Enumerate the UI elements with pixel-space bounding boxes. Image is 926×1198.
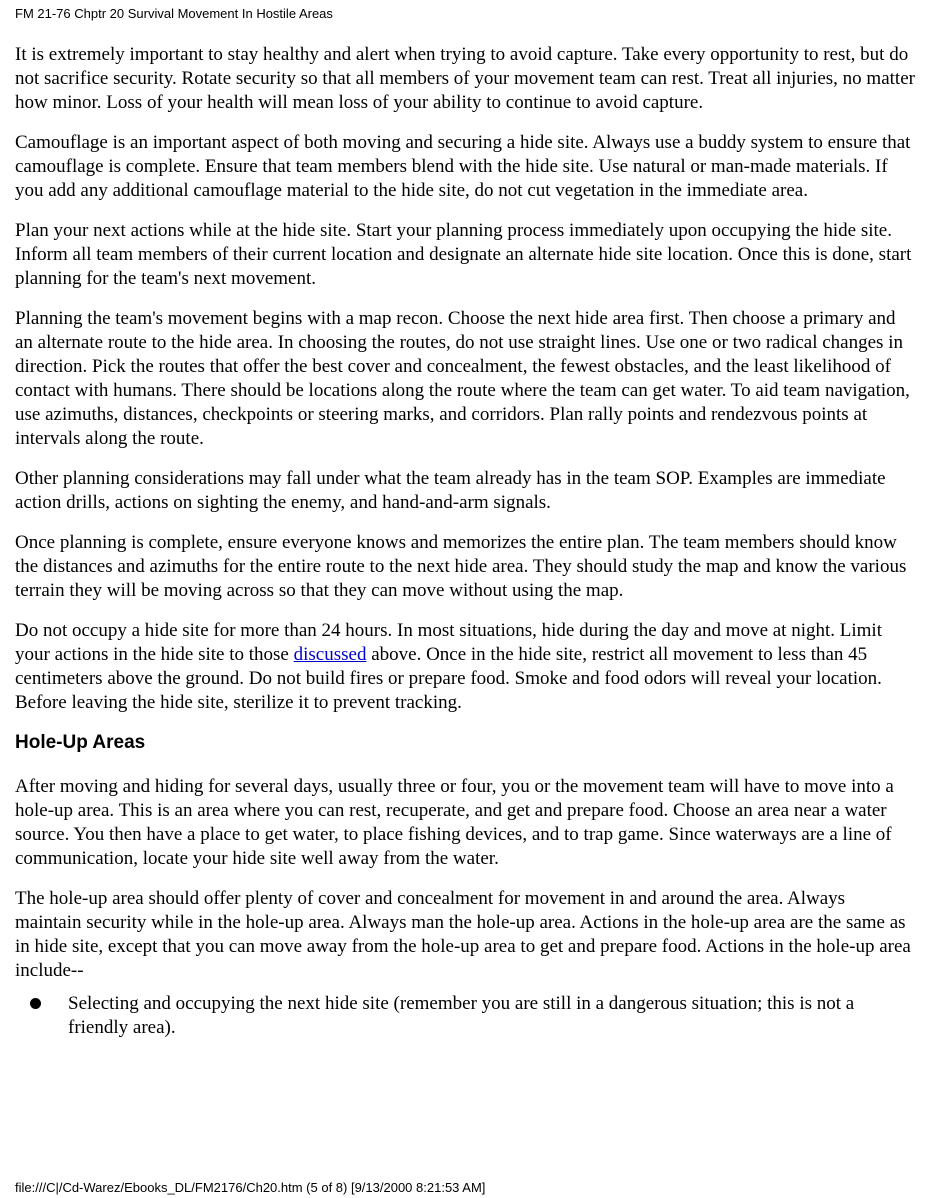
list-item-text: Selecting and occupying the next hide site (remember you are still in a dangerous situation; this is not a friendly area). (68, 993, 855, 1038)
list-item (15, 992, 915, 1040)
paragraph-hide-site-duration (15, 619, 915, 715)
page-header: FM 21-76 Chptr 20 Survival Movement In Hostile Areas (15, 6, 333, 21)
paragraph-text-before-link: Do not occupy a hide site for more than 24 hours. In most situations, hide during the day and move at night. Limit your actions in the hide site to those (15, 620, 882, 665)
paragraph-plan-actions: Plan your next actions while at the hide site. Start your planning process immediately upon occupying the hide site. Inform all team members of their current location and designate an alternate hide site location. Once this is done, start planning for the team's next movement. (15, 220, 912, 289)
bullet-icon (30, 998, 41, 1009)
page-footer: file:///C|/Cd-Warez/Ebooks_DL/FM2176/Ch20.htm (5 of 8) [9/13/2000 8:21:53 AM] (15, 1180, 486, 1195)
discussed-link[interactable]: discussed (293, 644, 367, 665)
hole-up-actions-list (15, 992, 915, 1040)
paragraph-movement-planning: Planning the team's movement begins with a map recon. Choose the next hide area first. Then choose a primary and an alternate route to the hide area. In choosing the routes, do not use straight lines. Use one or two radical changes in direction. Pick the routes that offer the best cover and concealment, the fewest obstacles, and the least likelihood of contact with humans. There should be locations along the route where the team can get water. To aid team navigation, use azimuths, distances, checkpoints or steering marks, and corridors. Plan rally points and rendezvous points at intervals along the route. (15, 308, 910, 449)
paragraph-planning-considerations: Other planning considerations may fall under what the team already has in the team SOP. Examples are immediate action drills, actions on sighting the enemy, and hand-and-arm signals. (15, 468, 886, 513)
paragraph-camouflage: Camouflage is an important aspect of both moving and securing a hide site. Always use a buddy system to ensure that camouflage is complete. Ensure that team members blend with the hide site. Use natural or man-made materials. If you add any additional camouflage material to the hide site, do not cut vegetation in the immediate area. (15, 132, 911, 201)
document-body (15, 43, 915, 1040)
paragraph-memorize-plan: Once planning is complete, ensure everyone knows and memorizes the entire plan. The team members should know the distances and azimuths for the entire route to the next hide area. They should study the map and know the various terrain they will be moving across so that they can move without using the map. (15, 532, 907, 601)
paragraph-hole-up-cover: The hole-up area should offer plenty of cover and concealment for movement in and around the area. Always maintain security while in the hole-up area. Always man the hole-up area. Actions in the hole-up area are the same as in hide site, except that you can move away from the hole-up area to get and prepare food. Actions in the hole-up area include-- (15, 888, 911, 981)
paragraph-text-after-link: above. Once in the hide site, restrict all movement to less than 45 centimeters above the ground. Do not build fires or prepare food. Smoke and food odors will reveal your location. Before leaving the hide site, sterilize it to prevent tracking. (15, 644, 882, 713)
paragraph-rest-health: It is extremely important to stay healthy and alert when trying to avoid capture. Take every opportunity to rest, but do not sacrifice security. Rotate security so that all members of your movement team can rest. Treat all injuries, no matter how minor. Loss of your health will mean loss of your ability to continue to avoid capture. (15, 44, 915, 113)
section-heading-hole-up-areas: Hole-Up Areas (15, 732, 146, 753)
paragraph-hole-up-intro: After moving and hiding for several days, usually three or four, you or the movement team will have to move into a hole-up area. This is an area where you can rest, recuperate, and get and prepare food. Choose an area near a water source. You then have a place to get water, to place fishing devices, and to trap game. Since waterways are a line of communication, locate your hide site well away from the water. (15, 776, 894, 869)
